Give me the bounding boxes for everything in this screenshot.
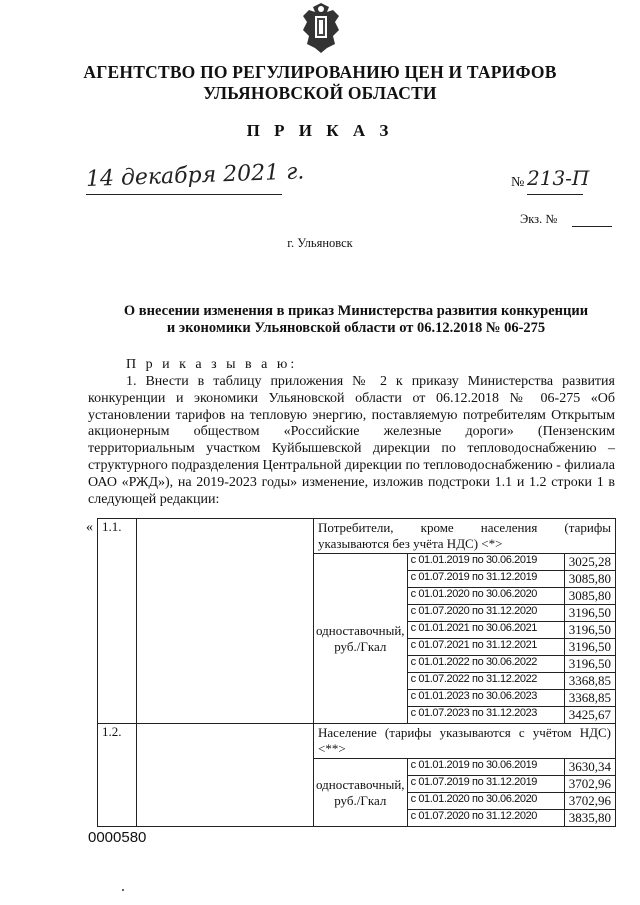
body-text <box>88 374 615 508</box>
tariff-table <box>97 518 616 827</box>
row-blank-cell <box>137 724 314 827</box>
tariff-value: 3835,80 <box>564 810 615 827</box>
tariff-period: с 01.07.2019 по 31.12.2019 <box>407 571 564 588</box>
tariff-value: 3085,80 <box>564 571 615 588</box>
subject-line1: О внесении изменения в приказ Министерства развития конкуренции <box>123 303 589 319</box>
document-id: 0000580 <box>88 829 147 846</box>
handwritten-date: 14 декабря 2021 г. <box>85 159 305 192</box>
paragraph-1: 1. Внести в таблицу приложения № 2 к приказу Министерства развития конкуренции и экономики Ульяновской области от 06.12.2018 № 06-275 «Об установлении тарифов на тепловую энергию, поставляемую потребителям Открытым акционерным обществом «Российские железные дороги» (Пензенским территориальным участком Куйбышевской дирекции по тепловодоснабжению – структурного подразделения Центральной дирекции по тепловодоснабжению - филиала ОАО «РЖД»), на 2019-2023 годы» изменение, изложив подстроки 1.1 и 1.2 строки 1 в следующей редакции: <box>88 374 615 507</box>
tariff-period: с 01.07.2021 по 31.12.2021 <box>407 639 564 656</box>
tariff-period: с 01.07.2020 по 31.12.2020 <box>407 605 564 622</box>
order-imperative: П р и к а з ы в а ю: <box>126 357 298 372</box>
scan-dot <box>122 889 124 891</box>
order-number-label: № <box>511 175 525 190</box>
tariff-period: с 01.01.2020 по 30.06.2020 <box>407 588 564 605</box>
tariff-period: с 01.01.2019 по 30.06.2019 <box>407 554 564 571</box>
tariff-value: 3702,96 <box>564 793 615 810</box>
tariff-value: 3085,80 <box>564 588 615 605</box>
tariff-value: 3630,34 <box>564 759 615 776</box>
table-row <box>98 724 616 759</box>
opening-quote: « <box>86 520 93 535</box>
order-number-underline <box>527 194 583 195</box>
tariff-period: с 01.01.2023 по 30.06.2023 <box>407 690 564 707</box>
row-blank-cell <box>137 519 314 724</box>
tariff-value: 3196,50 <box>564 605 615 622</box>
tariff-value: 3368,85 <box>564 690 615 707</box>
row-header: Потребители, кроме населения (тарифы указываются без учёта НДС) <*> <box>314 519 616 554</box>
agency-title-line1: АГЕНТСТВО ПО РЕГУЛИРОВАНИЮ ЦЕН И ТАРИФОВ <box>83 62 557 82</box>
document-type-title: П Р И К А З <box>246 121 394 140</box>
row-number: 1.1. <box>98 519 137 724</box>
subject-line2: и экономики Ульяновской области от 06.12.2018 № 06-275 <box>166 320 546 336</box>
tariff-value: 3196,50 <box>564 656 615 673</box>
tariff-period: с 01.07.2023 по 31.12.2023 <box>407 707 564 724</box>
tariff-value: 3196,50 <box>564 622 615 639</box>
tariff-period: с 01.07.2020 по 31.12.2020 <box>407 810 564 827</box>
table-row <box>98 519 616 554</box>
tariff-period: с 01.01.2021 по 30.06.2021 <box>407 622 564 639</box>
tariff-unit: одноставочный, руб./Гкал <box>314 554 408 724</box>
tariff-value: 3368,85 <box>564 673 615 690</box>
tariff-value: 3025,28 <box>564 554 615 571</box>
row-header: Население (тарифы указываются с учётом НДС) <**> <box>314 724 616 759</box>
tariff-unit: одноставочный, руб./Гкал <box>314 759 408 827</box>
copy-number-underline <box>572 226 612 227</box>
tariff-value: 3702,96 <box>564 776 615 793</box>
row-number: 1.2. <box>98 724 137 827</box>
tariff-period: с 01.07.2019 по 31.12.2019 <box>407 776 564 793</box>
tariff-value: 3196,50 <box>564 639 615 656</box>
date-underline <box>86 194 282 195</box>
city-name: г. Ульяновск <box>287 236 353 250</box>
tariff-period: с 01.01.2022 по 30.06.2022 <box>407 656 564 673</box>
handwritten-order-number: 213-П <box>527 166 590 190</box>
agency-title-line2: УЛЬЯНОВСКОЙ ОБЛАСТИ <box>203 83 437 103</box>
coat-of-arms-emblem <box>299 2 343 54</box>
copy-number-label: Экз. № <box>520 212 558 226</box>
tariff-period: с 01.01.2020 по 30.06.2020 <box>407 793 564 810</box>
tariff-value: 3425,67 <box>564 707 615 724</box>
tariff-period: с 01.01.2019 по 30.06.2019 <box>407 759 564 776</box>
tariff-period: с 01.07.2022 по 31.12.2022 <box>407 673 564 690</box>
